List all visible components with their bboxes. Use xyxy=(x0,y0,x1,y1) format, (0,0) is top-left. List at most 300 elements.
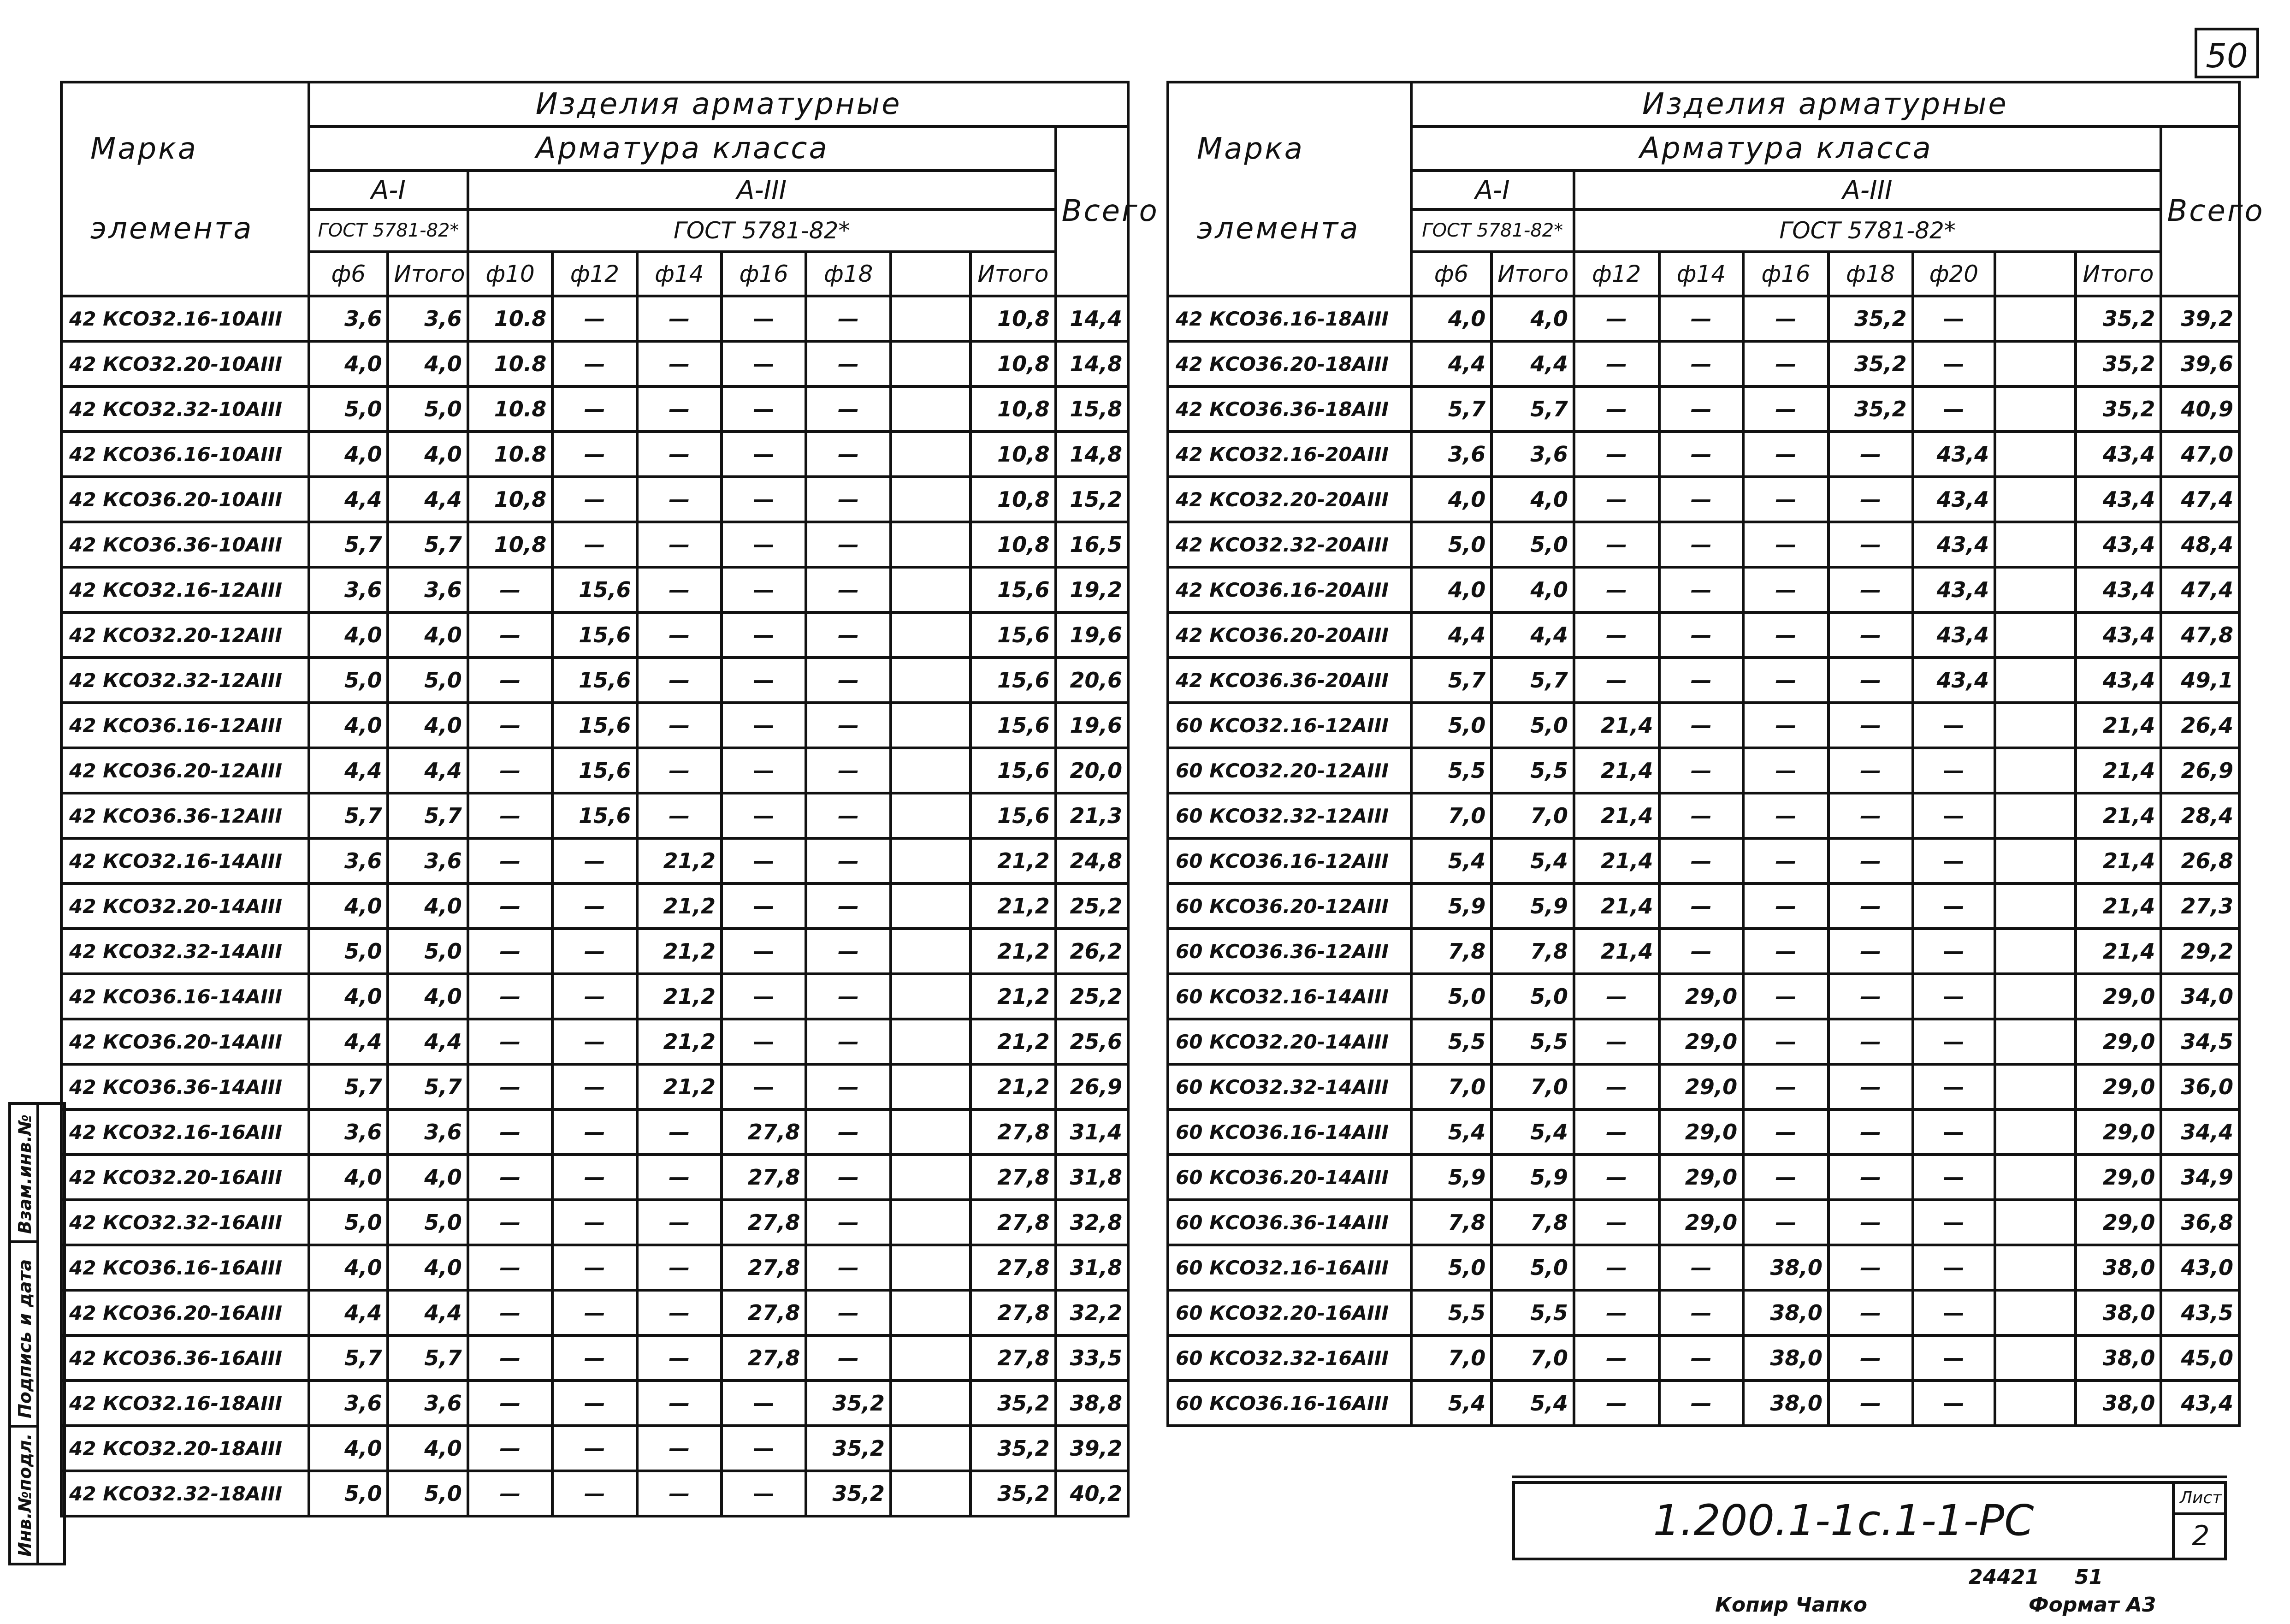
table-cell: 27,8 xyxy=(970,1109,1055,1155)
table-cell: — xyxy=(1659,1381,1744,1426)
table-cell: 43,4 xyxy=(1913,522,1995,567)
table-cell: 3,6 xyxy=(309,567,388,612)
table-row xyxy=(61,1019,1128,1064)
table-row xyxy=(61,341,1128,386)
table-cell: — xyxy=(722,1019,806,1064)
table-cell: — xyxy=(552,1155,637,1200)
table-row xyxy=(1168,703,2239,748)
table-cell: 5,0 xyxy=(309,929,388,974)
table-cell: — xyxy=(722,838,806,883)
table-cell: — xyxy=(722,1381,806,1426)
element-mark: 60 КСО36.20-12АIII xyxy=(1168,883,1411,929)
table-cell: 43,4 xyxy=(2076,567,2161,612)
table-row xyxy=(61,522,1128,567)
table-cell: — xyxy=(1743,703,1828,748)
table-row xyxy=(61,1109,1128,1155)
table-cell: 4,0 xyxy=(1411,567,1492,612)
table-cell: 4,0 xyxy=(388,1155,467,1200)
table-cell: 21,2 xyxy=(637,1064,722,1109)
table-row xyxy=(1168,1200,2239,1245)
table-cell: — xyxy=(1574,612,1659,658)
table-row xyxy=(61,567,1128,612)
table-cell: 31,8 xyxy=(1056,1245,1128,1290)
table-cell xyxy=(891,1019,970,1064)
vzam-inv-label: Взам.инв.№ xyxy=(15,1114,35,1234)
table-cell xyxy=(1995,1064,2076,1109)
table-cell: — xyxy=(552,838,637,883)
table-cell: 38,0 xyxy=(2076,1245,2161,1290)
table-cell: 5,0 xyxy=(309,1200,388,1245)
table-cell: 4,4 xyxy=(309,748,388,793)
table-cell: 15,6 xyxy=(552,703,637,748)
table-cell: 28,4 xyxy=(2161,793,2239,838)
right-col-header-7 xyxy=(1995,252,2076,296)
table-cell: 7,0 xyxy=(1411,1335,1492,1381)
table-cell: 16,5 xyxy=(1056,522,1128,567)
doc-number: 24421 xyxy=(1969,1565,2040,1589)
table-cell: 36,8 xyxy=(2161,1200,2239,1245)
table-cell: — xyxy=(637,1290,722,1335)
table-cell: — xyxy=(637,522,722,567)
left-col-header-5: ф16 xyxy=(722,252,806,296)
table-cell: — xyxy=(637,341,722,386)
table-cell: 38,8 xyxy=(1056,1381,1128,1426)
right-col-header-1: Итого xyxy=(1491,252,1574,296)
table-cell xyxy=(1995,567,2076,612)
table-cell: 29,0 xyxy=(1659,1109,1744,1155)
table-row xyxy=(61,658,1128,703)
element-mark: 42 КСО32.20-16АIII xyxy=(61,1155,309,1200)
table-cell: 29,0 xyxy=(1659,1155,1744,1200)
table-cell xyxy=(891,1109,970,1155)
table-cell: 21,2 xyxy=(637,1019,722,1064)
table-row xyxy=(1168,974,2239,1019)
total-header: Всего xyxy=(1056,126,1128,296)
table-cell: 5,7 xyxy=(388,522,467,567)
table-cell: 15,6 xyxy=(552,658,637,703)
table-cell: 25,2 xyxy=(1056,974,1128,1019)
table-cell xyxy=(891,658,970,703)
table-cell xyxy=(1995,929,2076,974)
table-cell: — xyxy=(468,1471,552,1516)
table-cell: — xyxy=(1574,1245,1659,1290)
table-cell: — xyxy=(1659,883,1744,929)
table-row xyxy=(61,1245,1128,1290)
table-cell: — xyxy=(1743,929,1828,974)
table-cell xyxy=(1995,658,2076,703)
table-cell: 15,6 xyxy=(970,567,1055,612)
table-cell: 5,0 xyxy=(1411,1245,1492,1290)
table-cell: 10.8 xyxy=(468,341,552,386)
table-cell: 3,6 xyxy=(309,838,388,883)
table-cell: — xyxy=(468,838,552,883)
right-col-header-2: ф12 xyxy=(1574,252,1659,296)
table-cell: 21,2 xyxy=(970,883,1055,929)
table-cell: — xyxy=(1743,838,1828,883)
table-cell: 35,2 xyxy=(2076,386,2161,432)
table-cell xyxy=(1995,341,2076,386)
table-cell: — xyxy=(806,1290,890,1335)
table-cell: 29,0 xyxy=(2076,1155,2161,1200)
table-cell: — xyxy=(1828,1109,1913,1155)
table-cell: 5,4 xyxy=(1411,1381,1492,1426)
table-row xyxy=(61,612,1128,658)
table-cell: 29,0 xyxy=(2076,1019,2161,1064)
table-cell: 39,2 xyxy=(1056,1426,1128,1471)
table-cell xyxy=(1995,974,2076,1019)
element-mark: 42 КСО36.36-16АIII xyxy=(61,1335,309,1381)
table-cell: — xyxy=(806,341,890,386)
table-cell: — xyxy=(1743,1109,1828,1155)
table-cell: 15,6 xyxy=(970,793,1055,838)
table-cell: 29,0 xyxy=(1659,1064,1744,1109)
table-cell: 21,4 xyxy=(2076,838,2161,883)
table-cell: 4,4 xyxy=(388,477,467,522)
table-cell: 4,4 xyxy=(1411,612,1492,658)
left-col-header-6: ф18 xyxy=(806,252,890,296)
table-cell: — xyxy=(468,1426,552,1471)
table-cell: 7,0 xyxy=(1411,1064,1492,1109)
table-cell: — xyxy=(722,793,806,838)
table-cell xyxy=(1995,703,2076,748)
table-cell: — xyxy=(468,1290,552,1335)
element-mark: 60 КСО36.16-16АIII xyxy=(1168,1381,1411,1426)
table-cell: — xyxy=(637,658,722,703)
table-cell: — xyxy=(468,1381,552,1426)
table-cell: — xyxy=(1913,1335,1995,1381)
table-cell: — xyxy=(468,974,552,1019)
rebar-class-header-right: Арматура класса xyxy=(1411,126,2161,171)
table-cell xyxy=(1995,432,2076,477)
table-cell: 43,5 xyxy=(2161,1290,2239,1335)
table-cell: 4,0 xyxy=(309,1155,388,1200)
element-mark: 60 КСО32.16-12АIII xyxy=(1168,703,1411,748)
table-cell: — xyxy=(552,1109,637,1155)
table-cell xyxy=(891,296,970,341)
table-cell: 27,8 xyxy=(722,1109,806,1155)
table-cell: — xyxy=(468,1200,552,1245)
table-cell: — xyxy=(1743,1064,1828,1109)
table-cell: 35,2 xyxy=(970,1471,1055,1516)
table-cell: — xyxy=(1574,1109,1659,1155)
table-cell: 4,0 xyxy=(309,1426,388,1471)
table-cell: 4,0 xyxy=(309,341,388,386)
table-cell: — xyxy=(1828,1200,1913,1245)
table-cell: 5,7 xyxy=(309,1064,388,1109)
element-mark: 60 КСО36.36-12АIII xyxy=(1168,929,1411,974)
right-col-header-3: ф14 xyxy=(1659,252,1744,296)
table-cell: — xyxy=(1659,703,1744,748)
table-cell: — xyxy=(637,1335,722,1381)
table-cell: 24,8 xyxy=(1056,838,1128,883)
table-cell: 27,8 xyxy=(722,1290,806,1335)
table-cell: 4,4 xyxy=(309,1019,388,1064)
element-mark: 42 КСО32.16-12АIII xyxy=(61,567,309,612)
table-cell: 27,8 xyxy=(722,1200,806,1245)
table-cell: 4,0 xyxy=(388,432,467,477)
table-cell: 15,6 xyxy=(970,658,1055,703)
table-cell: — xyxy=(806,432,890,477)
table-cell: 5,5 xyxy=(1411,1019,1492,1064)
table-cell xyxy=(891,386,970,432)
table-cell: — xyxy=(806,567,890,612)
left-col-header-1: Итого xyxy=(388,252,467,296)
table-cell: 5,4 xyxy=(1411,1109,1492,1155)
table-cell: 35,2 xyxy=(806,1381,890,1426)
table-cell: — xyxy=(722,477,806,522)
element-mark: 42 КСО36.36-14АIII xyxy=(61,1064,309,1109)
table-cell: 5,0 xyxy=(388,386,467,432)
table-cell: 43,4 xyxy=(1913,658,1995,703)
table-cell: 38,0 xyxy=(1743,1290,1828,1335)
table-cell xyxy=(891,1245,970,1290)
right-col-header-0: ф6 xyxy=(1411,252,1492,296)
table-cell: 3,6 xyxy=(309,1109,388,1155)
table-cell: — xyxy=(722,929,806,974)
table-cell: 7,0 xyxy=(1491,793,1574,838)
table-cell: 35,2 xyxy=(806,1426,890,1471)
table-cell: — xyxy=(722,748,806,793)
table-cell: 21,4 xyxy=(2076,793,2161,838)
table-cell: — xyxy=(1659,567,1744,612)
table-cell: — xyxy=(1574,296,1659,341)
table-cell: — xyxy=(806,612,890,658)
table-cell: 3,6 xyxy=(388,838,467,883)
table-cell: 4,0 xyxy=(388,1245,467,1290)
table-cell: — xyxy=(1574,1381,1659,1426)
table-cell: — xyxy=(552,1471,637,1516)
table-cell: — xyxy=(1574,341,1659,386)
table-cell xyxy=(891,1290,970,1335)
table-row xyxy=(61,1155,1128,1200)
table-cell: 5,0 xyxy=(388,1471,467,1516)
table-cell: 21,2 xyxy=(970,838,1055,883)
table-cell: — xyxy=(468,1109,552,1155)
element-mark: 60 КСО32.16-14АIII xyxy=(1168,974,1411,1019)
table-cell: — xyxy=(637,1471,722,1516)
table-cell: — xyxy=(468,929,552,974)
table-cell: 10,8 xyxy=(970,341,1055,386)
products-header: Изделия арматурные xyxy=(309,82,1128,126)
table-cell: — xyxy=(552,522,637,567)
table-cell: 5,7 xyxy=(1411,658,1492,703)
table-cell: — xyxy=(637,748,722,793)
table-row xyxy=(61,432,1128,477)
table-cell: 4,0 xyxy=(309,612,388,658)
table-row xyxy=(61,386,1128,432)
table-cell: — xyxy=(1574,1155,1659,1200)
element-mark: 42 КСО32.20-20АIII xyxy=(1168,477,1411,522)
table-cell: 35,2 xyxy=(806,1471,890,1516)
table-row xyxy=(61,1064,1128,1109)
table-cell: 14,4 xyxy=(1056,296,1128,341)
table-cell xyxy=(891,567,970,612)
table-cell: 3,6 xyxy=(1411,432,1492,477)
table-cell: 5,7 xyxy=(1411,386,1492,432)
table-row xyxy=(1168,296,2239,341)
table-cell: 25,6 xyxy=(1056,1019,1128,1064)
table-cell: — xyxy=(468,567,552,612)
left-col-header-0: ф6 xyxy=(309,252,388,296)
table-cell: — xyxy=(552,1064,637,1109)
table-cell: — xyxy=(1828,1064,1913,1109)
table-cell: 4,4 xyxy=(1491,612,1574,658)
table-cell: — xyxy=(1828,793,1913,838)
table-cell: 26,9 xyxy=(1056,1064,1128,1109)
table-cell: 4,4 xyxy=(309,477,388,522)
table-cell xyxy=(1995,1335,2076,1381)
table-row xyxy=(61,1335,1128,1381)
table-cell: 38,0 xyxy=(1743,1335,1828,1381)
table-cell: 20,6 xyxy=(1056,658,1128,703)
table-cell: 38,0 xyxy=(1743,1245,1828,1290)
right-col-header-5: ф18 xyxy=(1828,252,1913,296)
table-row xyxy=(1168,1019,2239,1064)
table-row xyxy=(1168,386,2239,432)
table-cell: 4,0 xyxy=(388,974,467,1019)
table-cell: 20,0 xyxy=(1056,748,1128,793)
table-cell: — xyxy=(637,432,722,477)
table-cell: 33,5 xyxy=(1056,1335,1128,1381)
table-cell: — xyxy=(552,1335,637,1381)
table-cell: — xyxy=(637,1200,722,1245)
table-cell: 27,3 xyxy=(2161,883,2239,929)
left-col-header-7 xyxy=(891,252,970,296)
table-cell: — xyxy=(552,296,637,341)
table-cell: 5,7 xyxy=(309,1335,388,1381)
table-cell: — xyxy=(637,477,722,522)
table-row xyxy=(1168,1064,2239,1109)
table-cell: — xyxy=(1743,567,1828,612)
element-mark: 60 КСО32.32-16АIII xyxy=(1168,1335,1411,1381)
table-cell: 5,0 xyxy=(309,658,388,703)
table-row xyxy=(61,703,1128,748)
table-cell: 35,2 xyxy=(970,1426,1055,1471)
table-cell: 39,2 xyxy=(2161,296,2239,341)
table-cell: 3,6 xyxy=(388,296,467,341)
table-cell: 21,4 xyxy=(1574,929,1659,974)
class-a1-header: А-I xyxy=(309,171,468,209)
table-row xyxy=(1168,1245,2239,1290)
right-col-header-4: ф16 xyxy=(1743,252,1828,296)
table-cell: 5,0 xyxy=(1411,974,1492,1019)
table-cell: 4,4 xyxy=(1411,341,1492,386)
table-cell: — xyxy=(1828,838,1913,883)
table-cell: — xyxy=(1659,522,1744,567)
table-cell: — xyxy=(1574,522,1659,567)
table-cell xyxy=(1995,838,2076,883)
document-code: 1.200.1-1с.1-1-РС xyxy=(1653,1496,2034,1545)
table-cell: — xyxy=(637,296,722,341)
table-cell: — xyxy=(468,1064,552,1109)
table-cell: 14,8 xyxy=(1056,341,1128,386)
podpis-data-label: Подпись и дата xyxy=(15,1259,35,1418)
left-spec-table xyxy=(60,81,1159,1517)
table-cell: — xyxy=(1828,1155,1913,1200)
table-cell xyxy=(1995,793,2076,838)
table-cell: 7,8 xyxy=(1491,1200,1574,1245)
table-cell: — xyxy=(1743,658,1828,703)
table-cell: — xyxy=(552,1381,637,1426)
table-cell: — xyxy=(1743,1155,1828,1200)
table-cell: 4,0 xyxy=(309,1245,388,1290)
table-cell: 15,6 xyxy=(552,748,637,793)
element-mark: 42 КСО36.20-16АIII xyxy=(61,1290,309,1335)
table-cell: — xyxy=(1743,748,1828,793)
table-cell: 10,8 xyxy=(970,522,1055,567)
table-cell: — xyxy=(468,1019,552,1064)
table-cell xyxy=(1995,477,2076,522)
table-cell: 27,8 xyxy=(970,1290,1055,1335)
table-cell: 21,2 xyxy=(970,974,1055,1019)
table-cell: 21,4 xyxy=(1574,838,1659,883)
table-cell xyxy=(891,1426,970,1471)
table-cell: — xyxy=(806,1245,890,1290)
element-mark: 42 КСО32.16-18АIII xyxy=(61,1381,309,1426)
table-cell: — xyxy=(1913,341,1995,386)
table-cell: 21,2 xyxy=(637,929,722,974)
class-a3-header-right: А-III xyxy=(1574,171,2161,209)
table-cell: 3,6 xyxy=(388,1109,467,1155)
table-cell: — xyxy=(1828,1245,1913,1290)
table-row xyxy=(61,883,1128,929)
approval-strip xyxy=(8,1102,66,1565)
table-cell: — xyxy=(1743,432,1828,477)
table-cell: — xyxy=(552,1290,637,1335)
table-cell: 31,4 xyxy=(1056,1109,1128,1155)
table-cell: 40,9 xyxy=(2161,386,2239,432)
table-cell: 10,8 xyxy=(970,296,1055,341)
table-row xyxy=(1168,1381,2239,1426)
table-cell: — xyxy=(722,1426,806,1471)
table-cell: — xyxy=(1828,567,1913,612)
table-cell: 21,4 xyxy=(1574,793,1659,838)
table-cell: 4,0 xyxy=(1491,567,1574,612)
table-row xyxy=(1168,1290,2239,1335)
table-cell: — xyxy=(806,1109,890,1155)
table-cell: — xyxy=(1659,929,1744,974)
table-cell: 21,4 xyxy=(2076,748,2161,793)
left-col-header-3: ф12 xyxy=(552,252,637,296)
table-cell: — xyxy=(1574,1200,1659,1245)
table-cell: — xyxy=(806,1155,890,1200)
table-cell: 14,8 xyxy=(1056,432,1128,477)
paper-format: Формат А3 xyxy=(2029,1593,2156,1617)
table-cell: — xyxy=(806,974,890,1019)
element-mark: 42 КСО32.20-18АIII xyxy=(61,1426,309,1471)
table-cell xyxy=(1995,1381,2076,1426)
table-cell: — xyxy=(1828,522,1913,567)
table-cell: 4,0 xyxy=(388,883,467,929)
table-cell: — xyxy=(806,386,890,432)
table-cell: — xyxy=(1743,477,1828,522)
table-cell: 21,4 xyxy=(1574,748,1659,793)
table-cell: 4,0 xyxy=(388,703,467,748)
table-cell: — xyxy=(552,386,637,432)
table-cell: — xyxy=(806,1335,890,1381)
table-cell: 29,0 xyxy=(2076,1200,2161,1245)
table-cell: 15,6 xyxy=(552,612,637,658)
table-cell: 15,6 xyxy=(970,703,1055,748)
table-cell: — xyxy=(806,296,890,341)
table-row xyxy=(1168,1155,2239,1200)
table-cell: 5,0 xyxy=(388,658,467,703)
table-cell: 27,8 xyxy=(722,1155,806,1200)
table-cell: 5,7 xyxy=(309,522,388,567)
table-cell: — xyxy=(1828,1335,1913,1381)
element-mark: 42 КСО32.32-10АIII xyxy=(61,386,309,432)
element-mark: 60 КСО32.20-16АIII xyxy=(1168,1290,1411,1335)
